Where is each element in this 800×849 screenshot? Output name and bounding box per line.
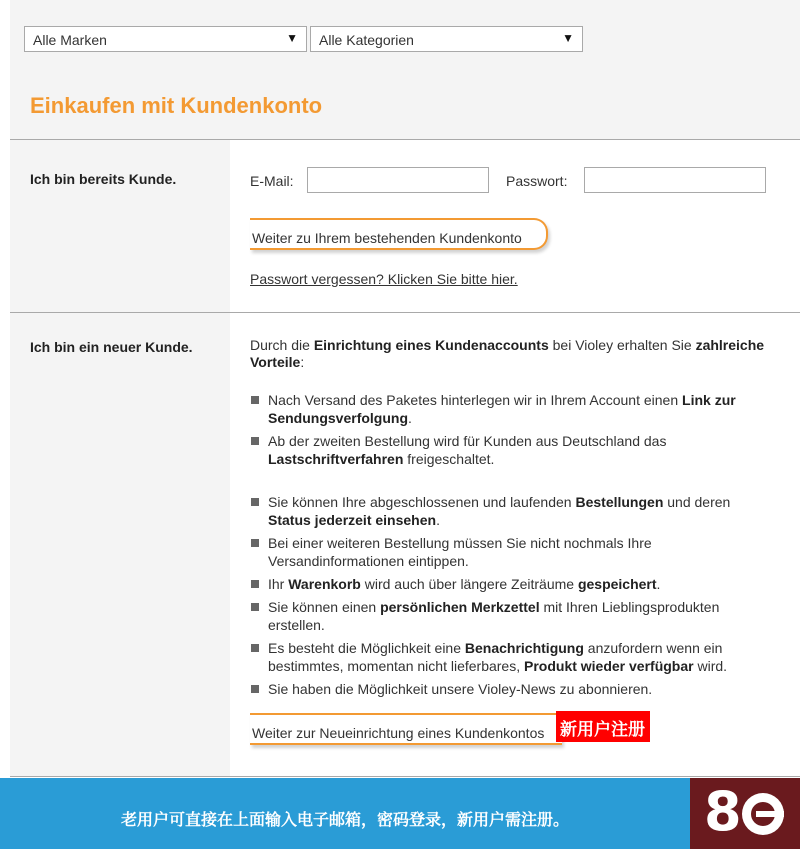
benefits-list [250,493,770,703]
page-title: Einkaufen mit Kundenkonto [30,93,323,118]
list-item-text: wird. [693,658,728,674]
square-bullet-icon [251,644,259,652]
email-field[interactable] [307,167,489,193]
list-item-bold: Produkt wieder verfügbar [524,658,694,674]
intro-text: : [300,354,305,370]
list-item-text: anzufordern wenn ein bestimmtes, momentan nicht lieferbares, [268,640,723,674]
list-item-bold: persönlichen Merkzettel [380,599,540,615]
square-bullet-icon [251,498,259,506]
list-item-text: Sie haben die Möglichkeit unsere Violey-News zu abonnieren. [268,681,653,697]
new-user-annotation: 新用户注册 [556,711,650,742]
list-item-text: mit Ihren Lieblingsprodukten erstellen. [268,599,720,633]
list-item-bold: Benachrichtigung [464,640,584,656]
square-bullet-icon [251,685,259,693]
list-item-text: und deren [663,494,731,510]
list-item [250,432,770,468]
benefits-intro [250,337,785,371]
list-item-text: Sie können Ihre abgeschlossenen und laufenden [268,494,576,510]
list-item-bold: Link zur Sendungsverfolgung [268,392,736,426]
square-bullet-icon [251,437,259,445]
intro-text: Durch die [250,337,314,353]
list-item-text: Bei einer weiteren Bestellung müssen Sie nicht nochmals Ihre Versandinformationen eintippen. [268,535,652,569]
caption-text: 老用户可直接在上面输入电子邮箱，密码登录，新用户需注册。 [120,810,569,829]
brand-select-value: Alle Marken [33,32,107,48]
existing-customer-section [10,140,800,313]
list-item-bold: Status jederzeit einsehen [268,512,437,528]
list-item [250,639,770,675]
list-item-text: Ihr [268,576,289,592]
intro-bold: Einrichtung eines Kundenaccounts [313,337,549,353]
forgot-password-link[interactable]: Passwort vergessen? Klicken Sie bitte hier. [250,271,518,287]
benefits-list [250,391,770,473]
list-item [250,534,770,570]
new-customer-label: Ich bin ein neuer Kunde. [30,339,193,355]
list-item [250,598,770,634]
intro-bold: zahlreiche Vorteile [250,337,765,370]
list-item-text: . [408,410,412,426]
logo-digit: 8 [704,780,740,843]
list-item-bold: Lastschriftverfahren [268,451,404,467]
square-bullet-icon [251,580,259,588]
top-area [10,0,800,140]
list-item [250,680,770,698]
logo-e-icon [742,793,784,835]
list-item-bold: gespeichert [577,576,657,592]
password-label: Passwort: [506,173,568,189]
category-select-value: Alle Kategorien [319,32,414,48]
list-item-text: Sie können einen [268,599,381,615]
login-button[interactable]: Weiter zu Ihrem bestehenden Kundenkonto [250,218,548,250]
list-item [250,391,770,427]
new-customer-sidebar [10,313,230,776]
category-select[interactable] [310,26,583,52]
list-item-text: freigeschaltet. [403,451,495,467]
square-bullet-icon [251,396,259,404]
list-item-bold: Warenkorb [288,576,361,592]
list-item-text: Ab der zweiten Bestellung wird für Kunden aus Deutschland das [268,433,667,449]
caption-bar [0,778,800,849]
list-item-text: Nach Versand des Paketes hinterlegen wir in Ihrem Account einen [268,392,683,408]
password-field[interactable] [584,167,766,193]
logo [690,778,800,849]
list-item [250,493,770,529]
email-label: E-Mail: [250,173,294,189]
chevron-down-icon: ▼ [286,31,298,45]
intro-text: bei Violey erhalten Sie [548,337,696,353]
register-button[interactable]: Weiter zur Neueinrichtung eines Kundenkontos [250,713,562,745]
list-item-text: . [436,512,440,528]
chevron-down-icon: ▼ [562,31,574,45]
list-item-text: . [656,576,661,592]
square-bullet-icon [251,539,259,547]
list-item-text: Es besteht die Möglichkeit eine [268,640,465,656]
square-bullet-icon [251,603,259,611]
existing-customer-label: Ich bin bereits Kunde. [30,171,177,187]
list-item [250,575,770,593]
new-customer-section [10,313,800,777]
existing-customer-sidebar [10,140,230,312]
brand-select[interactable] [24,26,307,52]
list-item-text: wird auch über längere Zeiträume [360,576,578,592]
list-item-bold: Bestellungen [575,494,664,510]
